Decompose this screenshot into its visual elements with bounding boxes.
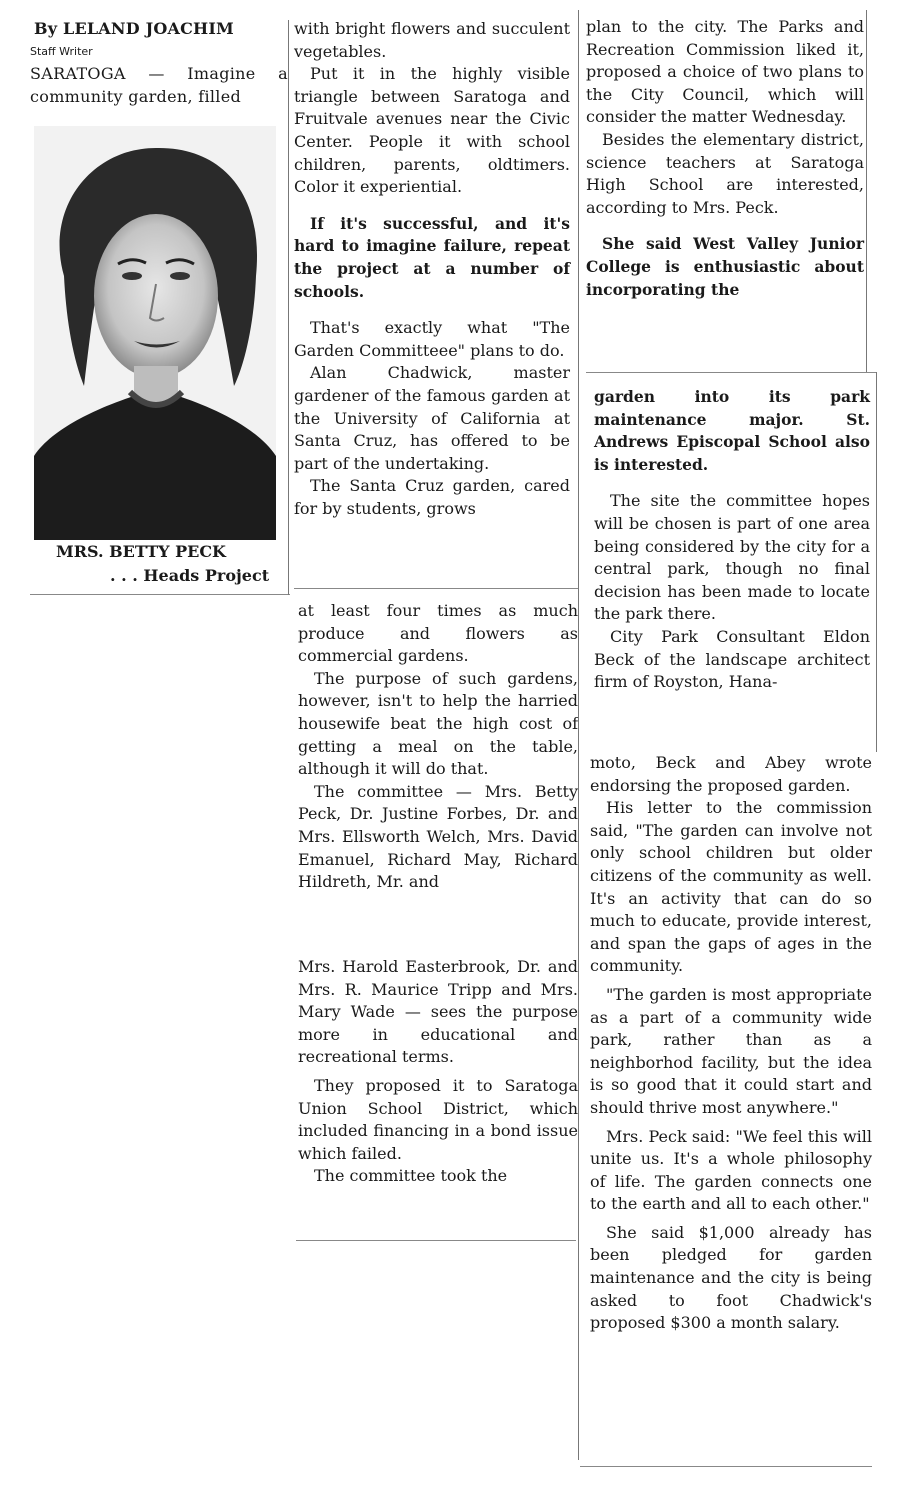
- column-1: [30, 18, 288, 108]
- photo-caption-subtitle: . . . Heads Project: [110, 566, 270, 585]
- column-3-block-3: [590, 752, 872, 1335]
- divider: [30, 594, 290, 595]
- column-2-block-2: [298, 600, 578, 894]
- paragraph: City Park Consultant Eldon Beck of the landscape architect firm of Royston, Hana-: [594, 626, 870, 692]
- paragraph: She said $1,000 already has been pledged for garden maintenance and the city is being asked to foot Chadwick's proposed $300 a month salary.: [590, 1222, 872, 1333]
- paragraph: Alan Chadwick, master gardener of the famous garden at the University of California at Santa Cruz, has offered to be part of the undertaking.: [294, 363, 570, 473]
- paragraph: The committee took the: [314, 1166, 508, 1186]
- paragraph: The committee — Mrs. Betty Peck, Dr. Justine Forbes, Dr. and Mrs. Ellsworth Welch, Mrs. David Emanuel, Richard May, Richard Hildreth, Mr. and: [298, 781, 578, 892]
- paragraph: with bright flowers and succulent vegetables.: [294, 19, 570, 61]
- photo-caption-name: MRS. BETTY PECK: [56, 542, 226, 561]
- divider: [294, 588, 578, 589]
- paragraph: moto, Beck and Abey wrote endorsing the proposed garden.: [590, 753, 872, 795]
- paragraph: at least four times as much produce and flowers as commercial gardens.: [298, 601, 578, 666]
- divider: [580, 1466, 872, 1467]
- byline-role: Staff Writer: [30, 44, 93, 58]
- divider: [296, 1240, 576, 1241]
- divider: [288, 20, 289, 595]
- portrait-photo: [34, 126, 276, 540]
- paragraph: That's exactly what "The Garden Committeee" plans to do.: [294, 318, 570, 360]
- paragraph: "The garden is most appropriate as a part of a community wide park, rather than as a neighborhod facility, but the idea is so good that it could start and should thrive most anywhere.": [590, 984, 872, 1117]
- column-2-block-3: [298, 956, 578, 1188]
- paragraph-bold: garden into its park maintenance major. St. Andrews Episcopal School also is interested.: [594, 387, 870, 474]
- paragraph: The Santa Cruz garden, cared for by students, grows: [294, 476, 570, 518]
- paragraph: They proposed it to Saratoga Union School District, which included financing in a bond issue which failed.: [298, 1075, 578, 1163]
- lede-paragraph: SARATOGA — Imagine a community garden, filled: [30, 64, 288, 106]
- paragraph: His letter to the commission said, "The garden can involve not only school children but older citizens of the community as well. It's an activity that can do so much to educate, provide interest, and span the gaps of ages in the community.: [590, 798, 872, 976]
- paragraph: Mrs. Harold Easterbrook, Dr. and Mrs. R. Maurice Tripp and Mrs. Mary Wade — sees the purpose more in educational and recreational terms.: [298, 957, 578, 1067]
- column-2-block-1: [294, 18, 570, 520]
- divider: [876, 372, 877, 752]
- divider: [578, 10, 579, 1460]
- portrait-image: [34, 126, 276, 540]
- paragraph: Mrs. Peck said: "We feel this will unite us. It's a whole philosophy of life. The garden connects one to the earth and all to each other.": [590, 1126, 872, 1214]
- paragraph: Put it in the highly visible triangle between Saratoga and Fruitvale avenues near the Civic Center. People it with school children, parents, oldtimers. Color it experiential.: [294, 64, 570, 197]
- paragraph: plan to the city. The Parks and Recreation Commission liked it, proposed a choice of two plans to the City Council, which will consider the matter Wednesday.: [586, 17, 864, 127]
- paragraph: Besides the elementary district, science teachers at Saratoga High School are interested, according to Mrs. Peck.: [586, 129, 864, 217]
- paragraph: The purpose of such gardens, however, isn't to help the harried housewife beat the high cost of getting a meal on the table, although it will do that.: [298, 668, 578, 779]
- divider: [586, 372, 876, 373]
- paragraph: The site the committee hopes will be chosen is part of one area being considered by the city for a central park, though no final decision has been made to locate the park there.: [594, 491, 870, 624]
- divider: [866, 10, 867, 372]
- column-3-block-2: [594, 386, 870, 694]
- column-3-block-1: [586, 16, 864, 301]
- byline: By LELAND JOACHIM: [34, 19, 234, 38]
- paragraph-bold: If it's successful, and it's hard to imagine failure, repeat the project at a number of schools.: [294, 213, 570, 301]
- paragraph-bold: She said West Valley Junior College is enthusiastic about incorporating the: [586, 234, 864, 299]
